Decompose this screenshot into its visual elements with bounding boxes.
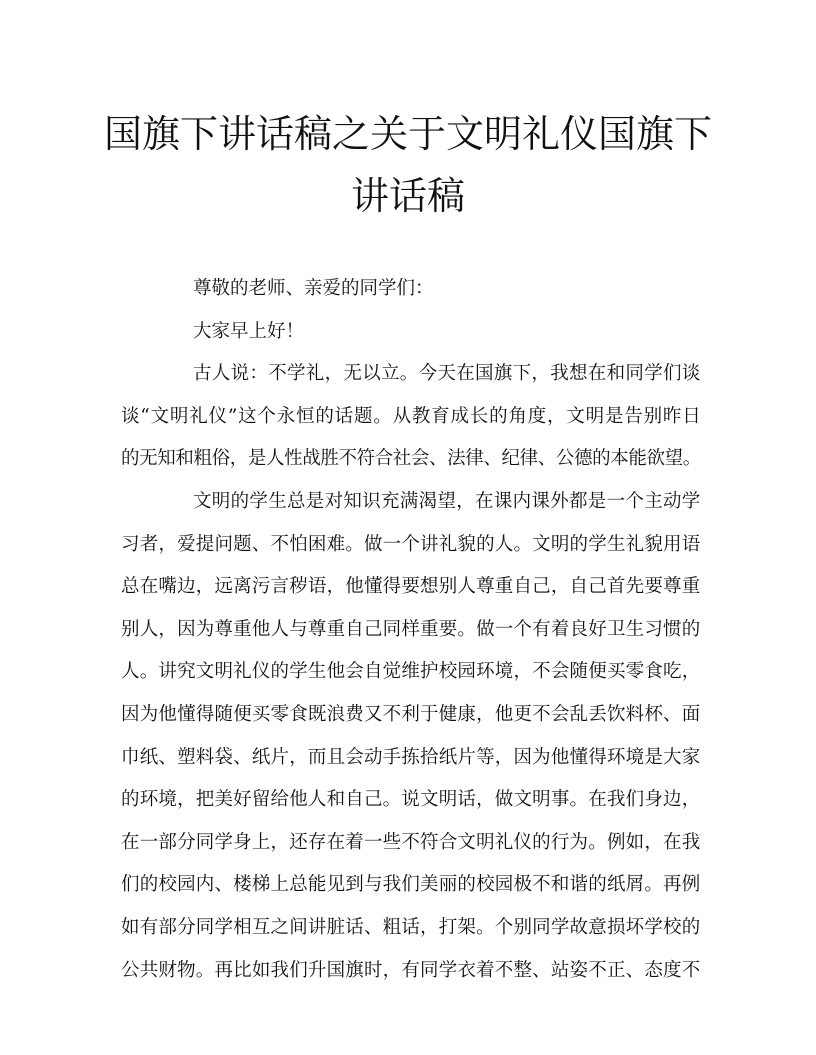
body-text-line: 文明的学生总是对知识充满渴望，在课内课外都是一个主动学 — [193, 490, 701, 512]
body-text-line: 谈“文明礼仪”这个永恒的话题。从教育成长的角度，文明是告别昨日 — [121, 405, 702, 427]
body-text-line: 尊敬的老师、亲爱的同学们： — [193, 278, 434, 299]
body-text-line: 如有部分同学相互之间讲脏话、粗话，打架。个别同学故意损坏学校的 — [121, 916, 701, 938]
body-text-line: 的环境，把美好留给他人和自己。说文明话，做文明事。在我们身边， — [121, 789, 701, 811]
body-text-line: 因为他懂得随便买零食既浪费又不利于健康，他更不会乱丢饮料杯、面 — [121, 703, 701, 725]
body-text-line: 总在嘴边，远离污言秽语，他懂得要想别人尊重自己，自己首先要尊重 — [121, 576, 701, 598]
body-text-line: 的无知和粗俗，是人性战胜不符合社会、法律、纪律、公德的本能欲望。 — [121, 448, 701, 470]
body-text-line: 们的校园内、楼梯上总能见到与我们美丽的校园极不和谐的纸屑。再例 — [121, 874, 701, 896]
document-body — [121, 268, 701, 992]
document-title-line-2: 讲话稿 — [350, 174, 465, 218]
body-text-line: 别人，因为尊重他人与尊重自己同样重要。做一个有着良好卫生习惯的 — [121, 618, 701, 640]
body-text-line: 古人说：不学礼，无以立。今天在国旗下，我想在和同学们谈 — [193, 363, 701, 385]
body-text-line: 公共财物。再比如我们升国旗时，有同学衣着不整、站姿不正、态度不 — [121, 959, 701, 981]
body-text-line: 人。讲究文明礼仪的学生他会自觉维护校园环境，不会随便买零食吃， — [121, 661, 701, 683]
body-text-line: 大家早上好！ — [193, 320, 305, 342]
body-text-line: 习者，爱提问题、不怕困难。做一个讲礼貌的人。文明的学生礼貌用语 — [121, 533, 701, 555]
document-title-line-1: 国旗下讲话稿之关于文明礼仪国旗下 — [103, 112, 712, 156]
body-text-line: 在一部分同学身上，还存在着一些不符合文明礼仪的行为。例如，在我 — [121, 831, 701, 853]
body-text-line: 巾纸、塑料袋、纸片，而且会动手拣拾纸片等，因为他懂得环境是大家 — [121, 746, 701, 768]
